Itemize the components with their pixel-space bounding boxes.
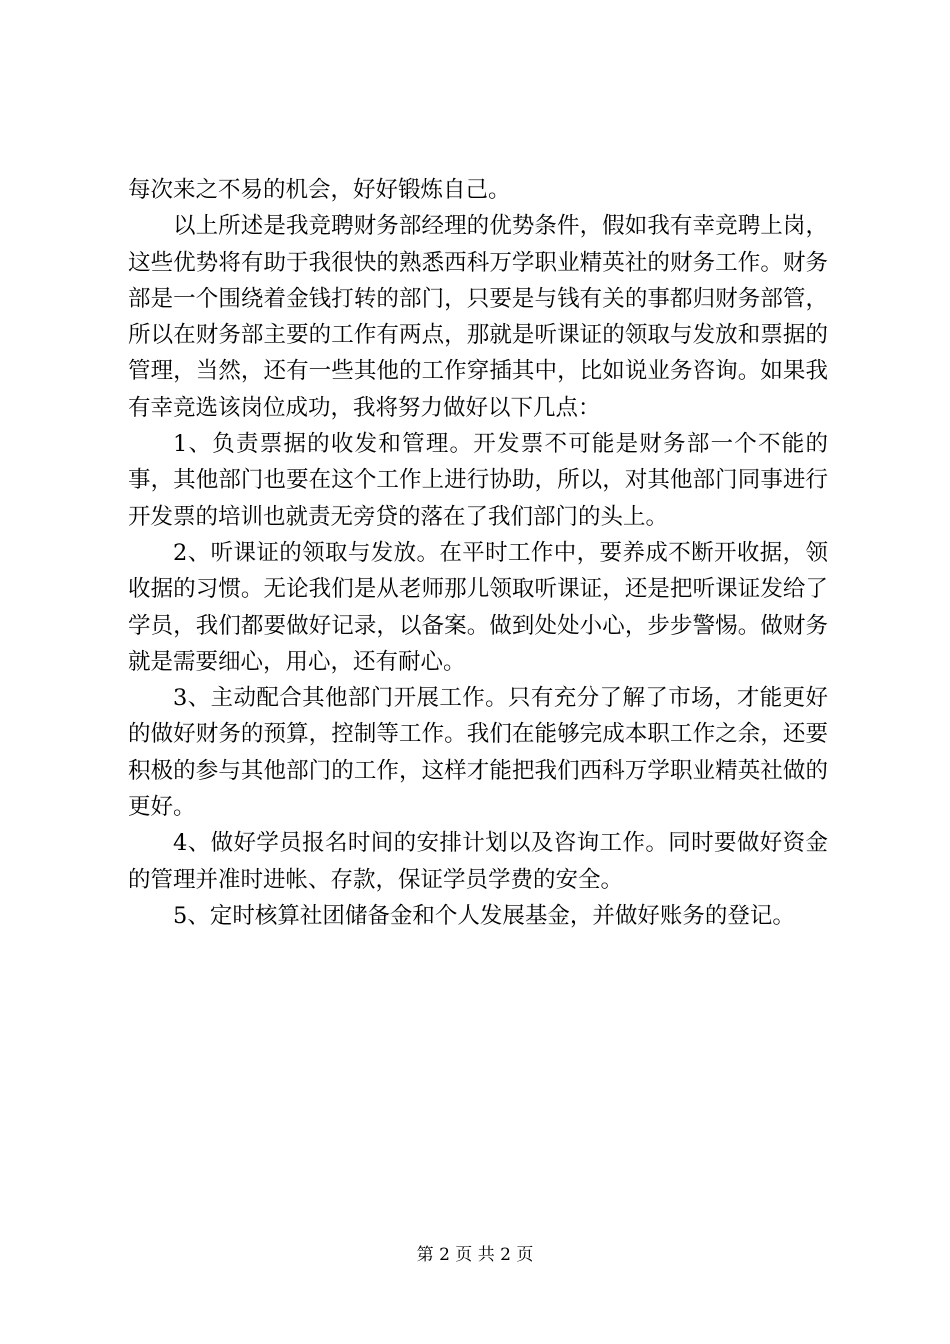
- document-body: [128, 172, 828, 934]
- page-footer: [0, 1244, 950, 1266]
- paragraph-1: 以上所述是我竞聘财务部经理的优势条件，假如我有幸竞聘上岗，这些优势将有助于我很快的熟悉西科万学职业精英社的财务工作。财务部是一个围绕着金钱打转的部门，只要是与钱有关的事都归财务部管，所以在财务部主要的工作有两点，那就是听课证的领取与发放和票据的管理，当然，还有一些其他的工作穿插其中，比如说业务咨询。如果我有幸竞选该岗位成功，我将努力做好以下几点：: [128, 213, 828, 421]
- paragraph-4: 3、主动配合其他部门开展工作。只有充分了解了市场，才能更好的做好财务的预算，控制等工作。我们在能够完成本职工作之余，还要积极的参与其他部门的工作，这样才能把我们西科万学职业精英社做的更好。: [128, 685, 828, 821]
- paragraph-2: 1、负责票据的收发和管理。开发票不可能是财务部一个不能的事，其他部门也要在这个工作上进行协助，所以，对其他部门同事进行开发票的培训也就责无旁贷的落在了我们部门的头上。: [128, 431, 828, 530]
- paragraph-3: 2、听课证的领取与发放。在平时工作中，要养成不断开收据，领收据的习惯。无论我们是从老师那儿领取听课证，还是把听课证发给了学员，我们都要做好记录，以备案。做到处处小心，步步警惕。做财务就是需要细心，用心，还有耐心。: [128, 539, 828, 675]
- paragraph-5: 4、做好学员报名时间的安排计划以及咨询工作。同时要做好资金的管理并准时进帐、存款，保证学员学费的安全。: [128, 830, 828, 893]
- paragraph-6: 5、定时核算社团储备金和个人发展基金，并做好账务的登记。: [173, 902, 795, 929]
- page-number: 第 2 页 共 2 页: [416, 1245, 534, 1265]
- paragraph-0: 每次来之不易的机会，好好锻炼自己。: [128, 177, 511, 203]
